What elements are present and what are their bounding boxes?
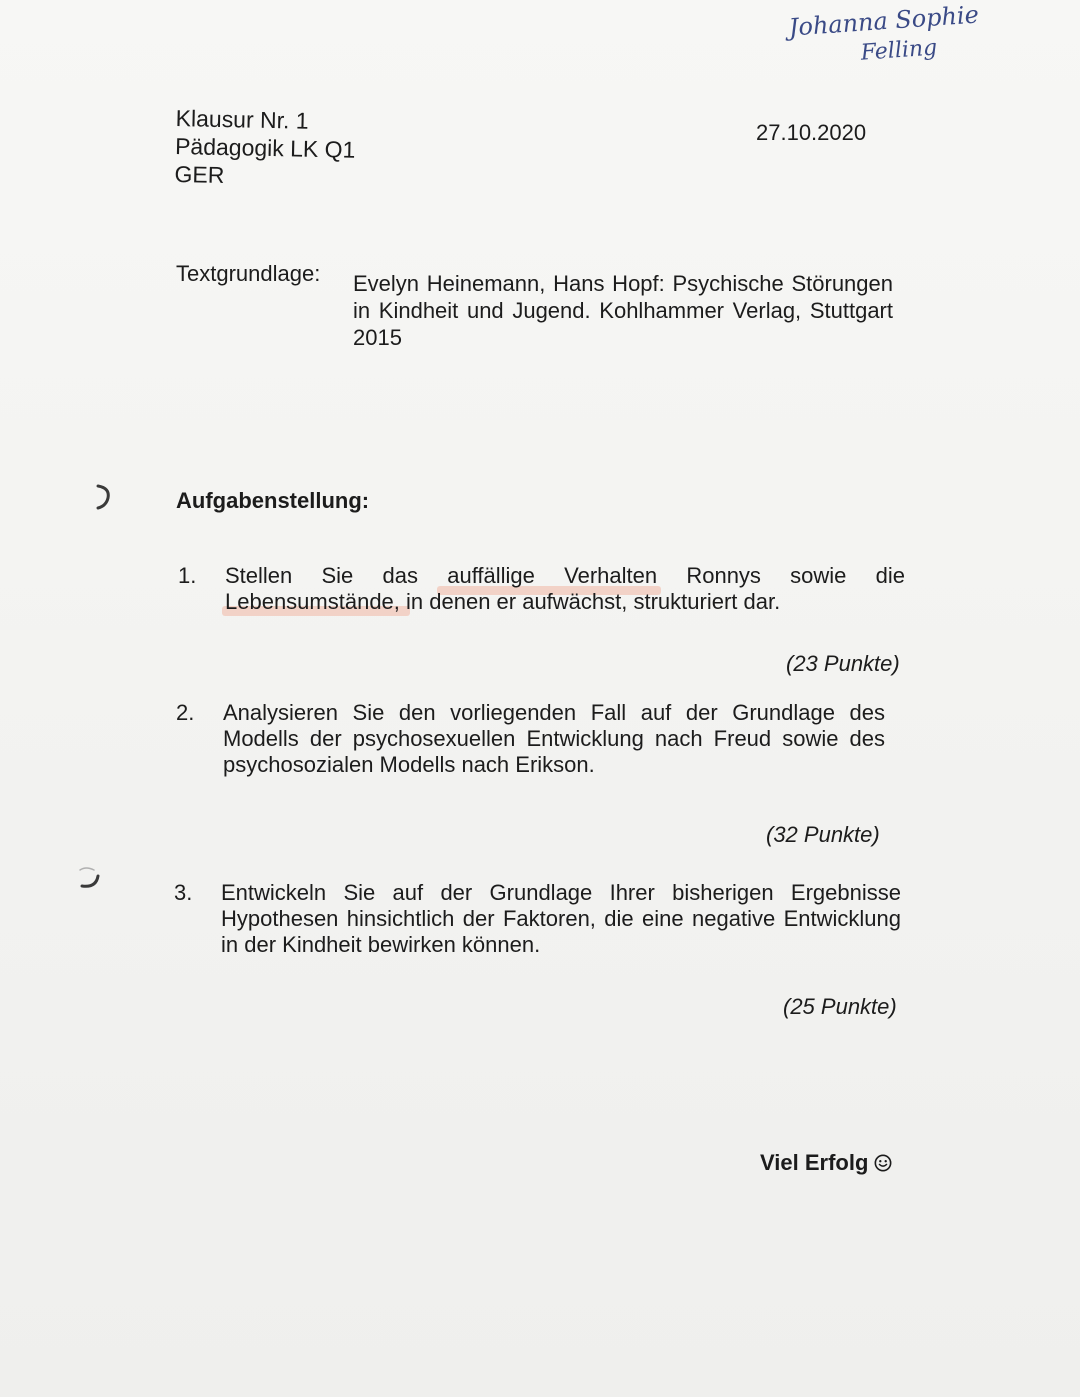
- signature-surname: Felling: [859, 35, 938, 66]
- text-basis-reference: Evelyn Heinemann, Hans Hopf: Psychische Störungen in Kindheit und Jugend. Kohlhammer Verlag, Stuttgart 2015: [353, 271, 893, 350]
- exam-number: Klausur Nr. 1: [175, 104, 309, 134]
- task-text: Entwickeln Sie auf der Grundlage Ihrer bisherigen Ergebnisse Hypothesen hinsichtlich der Faktoren, die eine negative Entwicklung in der Kindheit bewirken können.: [221, 880, 901, 957]
- closing-wish: [760, 1150, 892, 1176]
- task-text: Analysieren Sie den vorliegenden Fall auf der Grundlage des Modells der psychosexuellen Entwicklung nach Freud sowie des psychosozialen Modells nach Erikson.: [223, 700, 885, 777]
- exam-date: 27.10.2020: [756, 120, 867, 145]
- signature-first-names: Johanna Sophie: [787, 0, 980, 42]
- task-points: (32 Punkte): [766, 822, 880, 847]
- task-number: 1.: [178, 563, 197, 588]
- task-number: 3.: [174, 880, 193, 905]
- task-points: (25 Punkte): [783, 994, 897, 1019]
- task-text: Stellen Sie das auffällige Verhalten Ronnys sowie die Lebensumstände, in denen er aufwächst, strukturiert dar.: [225, 563, 905, 614]
- text-basis-label: Textgrundlage:: [176, 261, 321, 286]
- task-points: (23 Punkte): [786, 651, 900, 676]
- exam-school: GER: [174, 160, 225, 189]
- task-number: 2.: [176, 700, 195, 725]
- smiley-icon: [874, 1154, 892, 1172]
- punch-hole-icon: [88, 482, 118, 512]
- closing-text: Viel Erfolg: [760, 1150, 869, 1175]
- punch-hole-icon: [74, 864, 104, 894]
- exam-subject: Pädagogik LK Q1: [174, 132, 356, 163]
- tasks-heading: Aufgabenstellung:: [176, 488, 370, 513]
- handwritten-signature: [787, 0, 1012, 88]
- exam-header: [174, 104, 356, 192]
